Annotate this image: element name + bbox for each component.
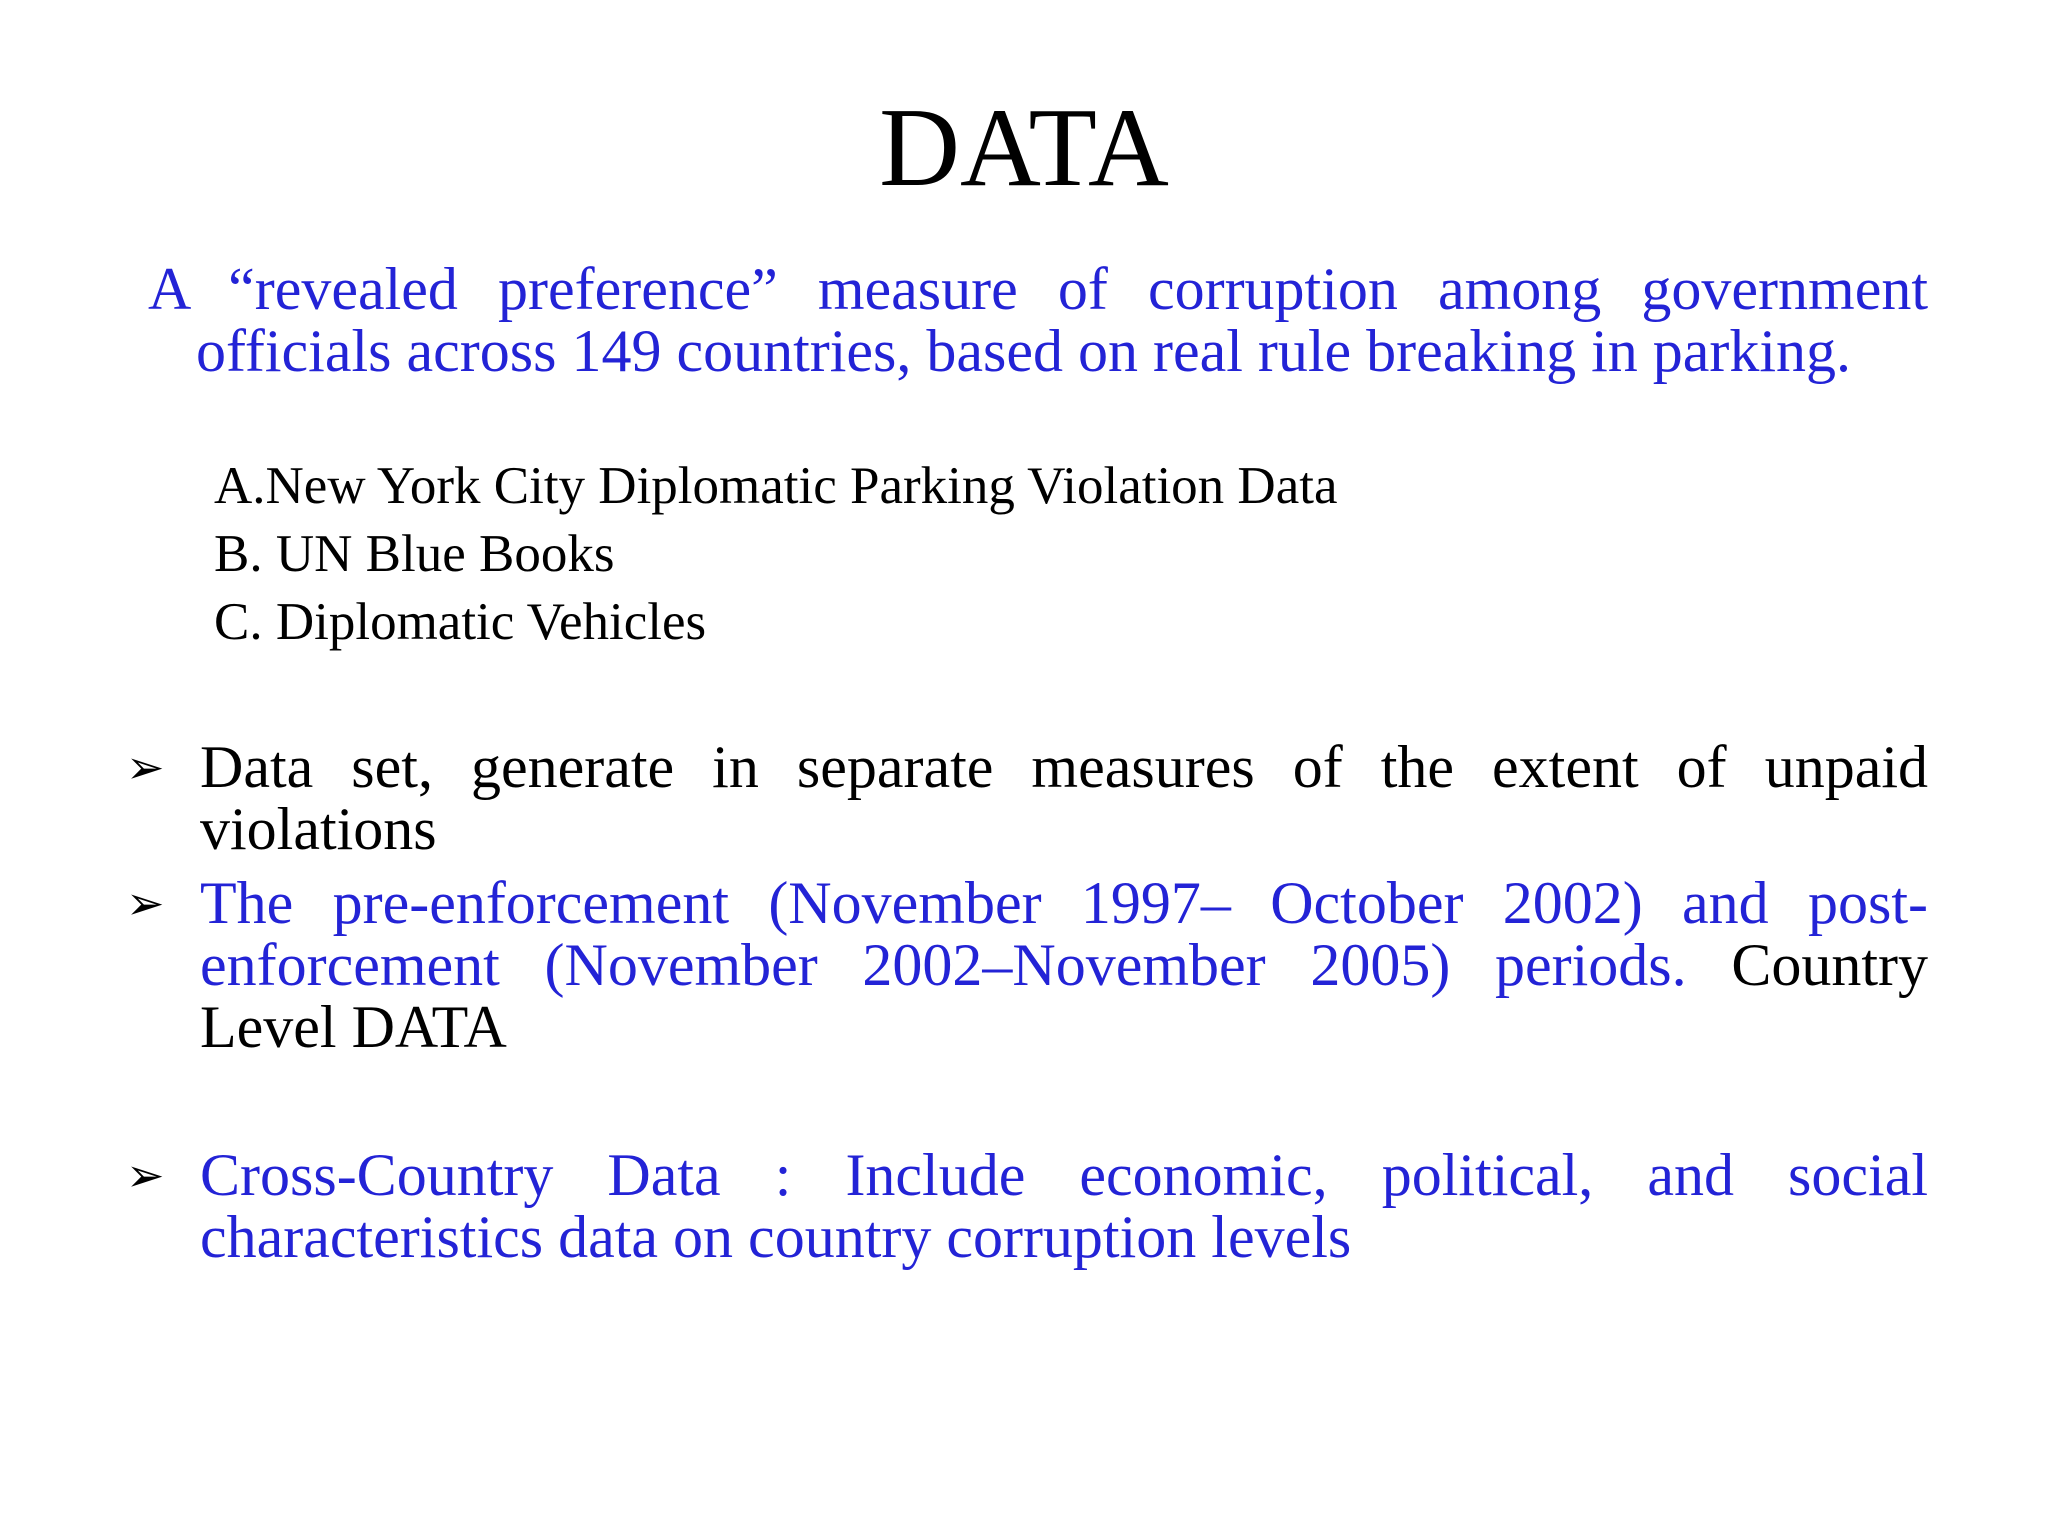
bullet-text: Cross-Country Data : Include economic, political, and social characteristics data on country corruption levels [200, 1142, 1928, 1270]
arrow-bullet-icon: ➢ [126, 876, 165, 930]
bullet-enforcement-periods [126, 872, 1928, 1058]
arrow-bullet-icon: ➢ [126, 1148, 165, 1202]
data-source-item: A.New York City Diplomatic Parking Violation Data [214, 457, 1338, 515]
bullet-text [200, 872, 1928, 1058]
data-sources-list [214, 452, 1514, 656]
bullet-text: Data set, generate in separate measures of the extent of unpaid violations [200, 734, 1928, 862]
bullet-text-black: Country Level DATA [200, 932, 1928, 1060]
bullet-data-set [126, 736, 1928, 860]
intro-paragraph: A “revealed preference” measure of corruption among government officials across 149 countries, based on real rule breaking in parking. [148, 256, 1928, 384]
bullet-text-blue: The pre-enforcement (November 1997– October 2002) and post-enforcement (November 2002–November 2005) periods. [200, 870, 1928, 998]
slide-title: DATA [879, 86, 1169, 210]
data-source-item: B. UN Blue Books [214, 525, 615, 583]
data-source-item: C. Diplomatic Vehicles [214, 593, 707, 651]
arrow-bullet-icon: ➢ [126, 740, 165, 794]
bullet-cross-country [126, 1144, 1928, 1268]
